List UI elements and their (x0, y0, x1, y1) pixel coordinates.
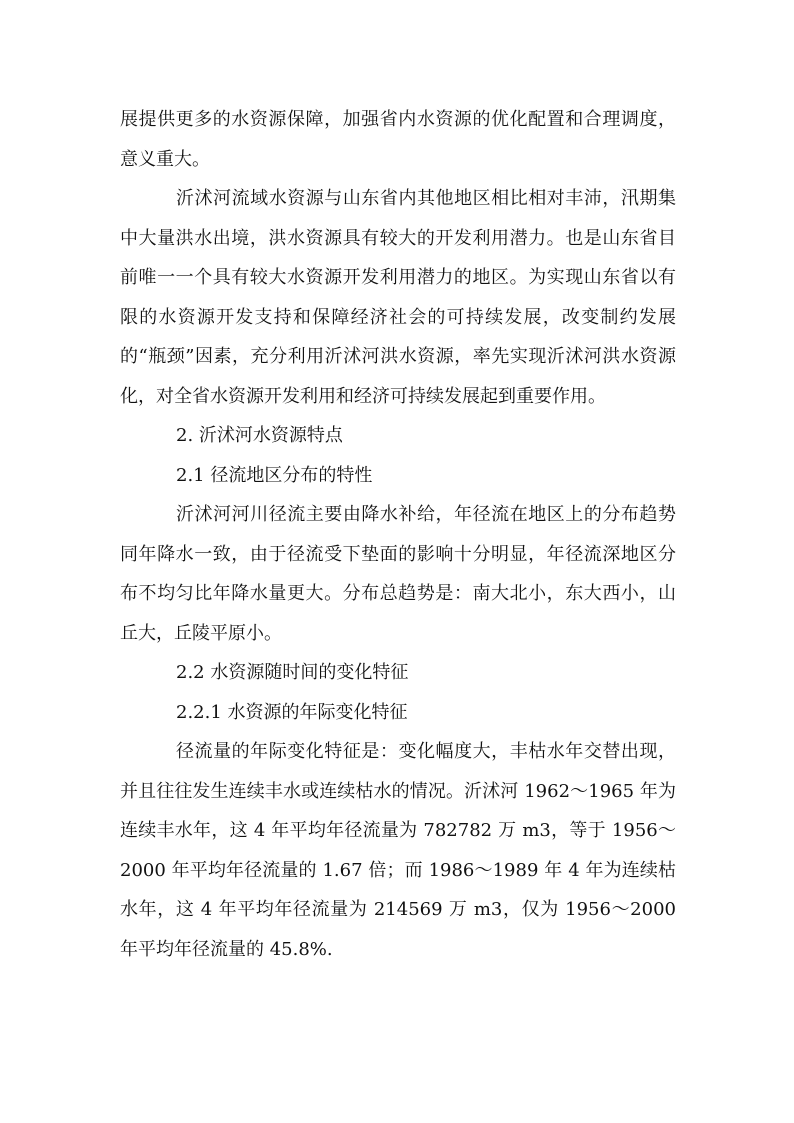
section-heading-2-2: 2.2 水资源随时间的变化特征 (176, 662, 409, 683)
paragraph-runoff-distribution: 沂沭河河川径流主要由降水补给，年径流在地区上的分布趋势同年降水一致，由于径流受下垫面的影响十分明显，年径流深地区分布不均匀比年降水量更大。分布总趋势是：南大北小，东大西小，山丘大，丘陵平原小。 (120, 504, 676, 644)
paragraph-continuation: 展提供更多的水资源保障，加强省内水资源的优化配置和合理调度，意义重大。 (120, 109, 676, 170)
paragraph-interannual-variation: 径流量的年际变化特征是：变化幅度大，丰枯水年交替出现，并且往往发生连续丰水或连续枯水的情况。沂沭河 1962～1965 年为连续丰水年，这 4 年平均年径流量为 782782 万 m3，等于 1956～2000 年平均年径流量的 1.67 倍；而 1986～1989 年 4 年为连续枯水年，这 4 年平均年径流量为 214569 万 m3，仅为 1956～2000 年平均年径流量的 45.8%. (120, 741, 676, 960)
section-heading-2-2-1: 2.2.1 水资源的年际变化特征 (176, 701, 408, 723)
paragraph-water-resources-overview: 沂沭河流域水资源与山东省内其他地区相比相对丰沛，汛期集中大量洪水出境，洪水资源具有较大的开发利用潜力。也是山东省目前唯一一个具有较大水资源开发利用潜力的地区。为实现山东省以有限的水资源开发支持和保障经济社会的可持续发展，改变制约发展的“瓶颈”因素，充分利用沂沭河洪水资源，率先实现沂沭河洪水资源化，对全省水资源开发利用和经济可持续发展起到重要作用。 (120, 188, 676, 407)
section-heading-2-1: 2.1 径流地区分布的特性 (176, 464, 373, 486)
document-body (120, 100, 676, 969)
section-heading-2: 2. 沂沭河水资源特点 (176, 425, 343, 446)
